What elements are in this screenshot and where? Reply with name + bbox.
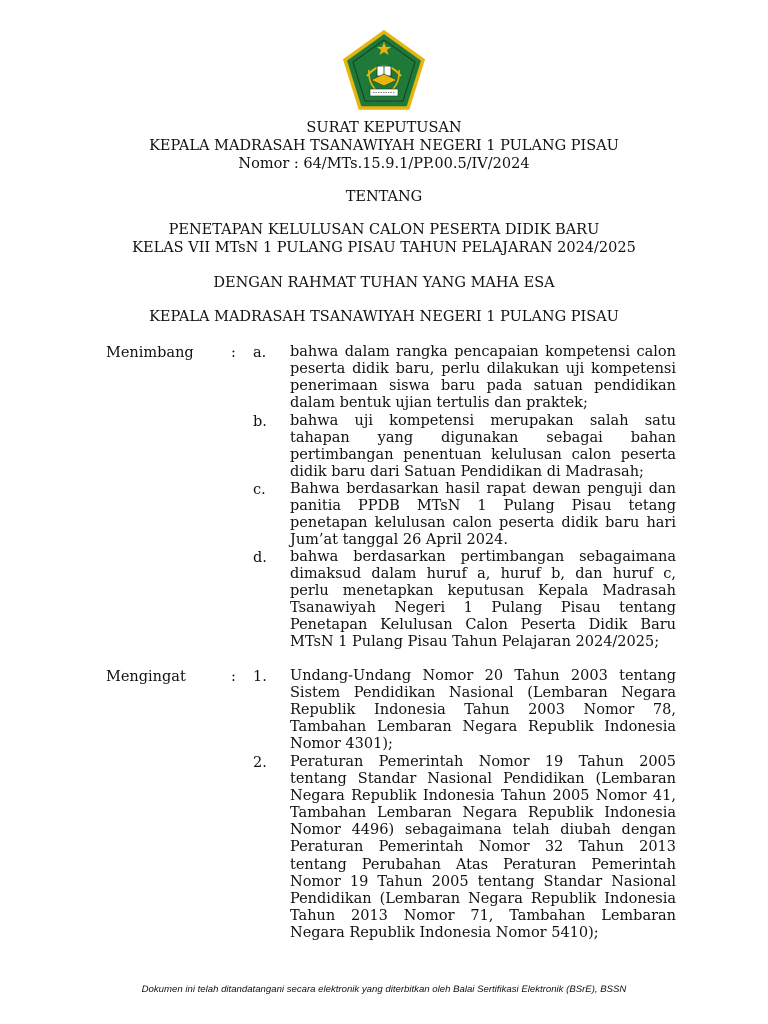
text-line: Nomor 19 Tahun 2005 tentang Standar Nasional (290, 873, 676, 890)
text-line: Negara Republik Indonesia Nomor 5410); (290, 924, 599, 941)
about-label: TENTANG (345, 189, 423, 205)
decree-title: SURAT KEPUTUSAN (306, 120, 462, 136)
kementerian-agama-logo (343, 30, 425, 112)
menimbang-item-d (290, 549, 676, 652)
text-line: Negara Republik Indonesia Tahun 2005 Nomor 41, (290, 788, 676, 805)
text-line: Tahun 2013 Nomor 71, Tambahan Lembaran (290, 907, 676, 924)
text-line: peserta didik baru, perlu dilakukan uji kompetensi (290, 361, 676, 378)
text-line: pertimbangan penentuan kelulusan calon peserta (290, 447, 676, 464)
text-line: Nomor 4301); (290, 736, 393, 753)
text-line: Republik Indonesia Tahun 2003 Nomor 78, (290, 702, 676, 719)
blessing-line: DENGAN RAHMAT TUHAN YANG MAHA ESA (213, 275, 555, 291)
subject-line-2: KELAS VII MTsN 1 PULANG PISAU TAHUN PELAJARAN 2024/2025 (132, 240, 636, 256)
text-line: tahapan yang digunakan sebagai bahan (290, 430, 676, 447)
text-line: penetapan kelulusan calon peserta didik baru hari (290, 515, 676, 532)
text-line: MTsN 1 Pulang Pisau Tahun Pelajaran 2024/2025; (290, 634, 660, 651)
text-line: perlu menetapkan keputusan Kepala Madrasah (290, 583, 676, 600)
text-line: Penetapan Kelulusan Calon Peserta Didik Baru (290, 617, 676, 634)
text-line: Tambahan Lembaran Negara Republik Indonesia (290, 805, 676, 822)
decree-issuer: KEPALA MADRASAH TSANAWIYAH NEGERI 1 PULANG PISAU (149, 138, 619, 154)
mengingat-colon: : (231, 669, 236, 685)
text-line: dalam bentuk ujian tertulis dan praktek; (290, 395, 588, 412)
subject-line-1: PENETAPAN KELULUSAN CALON PESERTA DIDIK BARU (168, 222, 600, 238)
menimbang-item-c (290, 481, 676, 549)
text-line: tentang Perubahan Atas Peraturan Pemerintah (290, 856, 676, 873)
text-line: bahwa uji kompetensi merupakan salah satu (290, 413, 676, 429)
menimbang-item-a (290, 344, 676, 412)
menimbang-marker-d: d. (253, 550, 267, 566)
electronic-signature-note: Dokumen ini telah ditandatangani secara elektronik yang diterbitkan oleh Balai Sertifikasi Elektronik (BSrE), BSSN (141, 984, 627, 995)
text-line: Peraturan Pemerintah Nomor 19 Tahun 2005 (290, 754, 676, 770)
mengingat-item-2 (290, 754, 676, 942)
text-line: Jum’at tanggal 26 April 2024. (290, 532, 508, 549)
text-line: Tsanawiyah Negeri 1 Pulang Pisau tentang (290, 600, 676, 617)
menimbang-marker-c: c. (253, 482, 266, 498)
mengingat-label: Mengingat (106, 669, 186, 685)
text-line: Pendidikan (Lembaran Negara Republik Indonesia (290, 890, 676, 907)
menimbang-label: Menimbang (106, 345, 194, 361)
text-line: Undang-Undang Nomor 20 Tahun 2003 tentang (290, 668, 676, 684)
mengingat-item-1 (290, 668, 676, 753)
mengingat-marker-2: 2. (253, 755, 267, 771)
text-line: Nomor 4496) sebagaimana telah diubah dengan (290, 822, 676, 839)
menimbang-marker-b: b. (253, 414, 267, 430)
text-line: Sistem Pendidikan Nasional (Lembaran Negara (290, 685, 676, 702)
text-line: Peraturan Pemerintah Nomor 32 Tahun 2013 (290, 839, 676, 856)
menimbang-colon: : (231, 345, 236, 361)
mengingat-marker-1: 1. (253, 669, 267, 685)
menimbang-item-b (290, 413, 676, 481)
text-line: Bahwa berdasarkan hasil rapat dewan penguji dan (290, 481, 676, 497)
text-line: penerimaan siswa baru pada satuan pendidikan (290, 378, 676, 395)
text-line: bahwa dalam rangka pencapaian kompetensi calon (290, 344, 676, 360)
menimbang-marker-a: a. (253, 345, 267, 361)
decree-number: Nomor : 64/MTs.15.9.1/PP.00.5/IV/2024 (238, 156, 530, 172)
text-line: didik baru dari Satuan Pendidikan di Madrasah; (290, 464, 644, 481)
text-line: Tambahan Lembaran Negara Republik Indonesia (290, 719, 676, 736)
official-line: KEPALA MADRASAH TSANAWIYAH NEGERI 1 PULANG PISAU (149, 309, 619, 325)
text-line: dimaksud dalam huruf a, huruf b, dan huruf c, (290, 566, 676, 583)
text-line: bahwa berdasarkan pertimbangan sebagaimana (290, 549, 676, 565)
text-line: tentang Standar Nasional Pendidikan (Lembaran (290, 771, 676, 788)
text-line: panitia PPDB MTsN 1 Pulang Pisau tetang (290, 498, 676, 515)
